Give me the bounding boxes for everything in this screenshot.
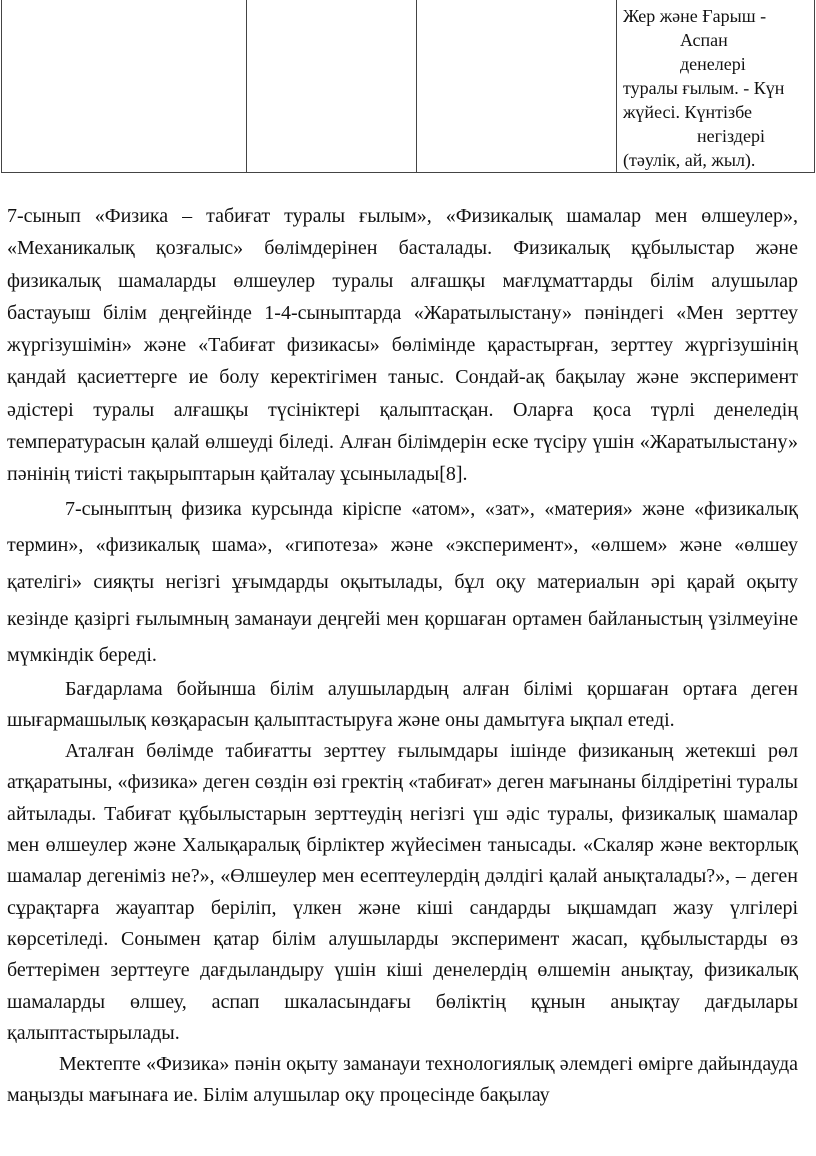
cell-line: жүйесі. Күнтізбе bbox=[623, 102, 753, 122]
cell-line: Жер және Ғарыш - bbox=[623, 6, 767, 26]
paragraph-program: Бағдарлама бойынша білім алушылардың алған білімі қоршаған ортаға деген шығармашылық көзқарасын қалыптастыруға және оны дамытуға ықпал етеді. bbox=[7, 678, 798, 732]
paragraph-intro: 7-сынып «Физика – табиғат туралы ғылым», «Физикалық шамалар мен өлшеулер», «Механикалық қозғалыс» бөлімдерінен басталады. Физикалық құбылыстар және физикалық шамаларды өлшеулер туралы алғашқы мағлұматтарды білім алушылар бастауыш білім деңгейінде 1-4-сыныптарда «Жаратылыстану» пәніндегі «Мен зерттеу жүргізушімін» және «Табиғат физикасы» бөлімінде қарастырған, зерттеу жүргізушінің қандай қасиеттерге ие болу керектігімен таныс. Сондай-ақ бақылау және эксперимент әдістері туралы алғашқы түсініктері қалыптасқан. Оларға қоса түрлі денеледің температурасын қалай өлшеуді біледі. Алған білімдерін еске түсіру үшін «Жаратылыстану» пәнінің тиісті тақырыптарын қайталау ұсынылады[8]. bbox=[7, 205, 798, 486]
cell-line: Аспан bbox=[680, 30, 728, 50]
table-row bbox=[2, 0, 815, 173]
cell-line: (тәулік, ай, жыл). bbox=[623, 150, 756, 170]
curriculum-table bbox=[1, 0, 815, 173]
table-cell-1 bbox=[2, 0, 247, 173]
paragraph-concepts: 7-сыныптың физика курсында кіріспе «атом», «зат», «материя» және «физикалық термин», «физикалық шама», «гипотеза» және «эксперимент», «өлшем» және «өлшеу қателігі» сияқты негізгі ұғымдарды оқытылады, бұл оқу материалын әрі қарай оқыту кезінде қазіргі ғылымның заманауи деңгейі мен қоршаған ортамен байланыстың үзілмеуіне мүмкіндік береді. bbox=[7, 497, 798, 667]
table-cell-2 bbox=[247, 0, 417, 173]
table-cell-topic bbox=[617, 0, 815, 173]
document-body bbox=[7, 200, 798, 1111]
cell-line: денелері bbox=[680, 54, 746, 74]
cell-line: туралы ғылым. - Күн bbox=[623, 78, 785, 98]
paragraph-section: Аталған бөлімде табиғатты зерттеу ғылымдары ішінде физиканың жетекші рөл атқаратыны, «физика» деген сөздін өзі гректің «табиғат» деген мағынаны білдіретіні туралы айтылады. Табиғат құбылыстарын зерттеудің негізгі үш әдіс туралы, физикалық шамалар мен өлшеулер және Халықаралық бірліктер жүйесімен танысады. «Скаляр және векторлық шамалар дегеніміз не?», «Өлшеулер мен есептеулердің дәлдігі қалай анықталады?», – деген сұрақтарға жауаптар беріліп, үлкен және кіші сандарды ықшамдап жазу үлгілері көрсетіледі. Сонымен қатар білім алушыларды эксперимент жасап, құбылыстарды өз беттерімен зерттеуге дағдыландыру үшін кіші денелердің өлшемін анықтау, физикалық шамаларды өлшеу, аспап шкаласындағы бөліктің құнын анықтау дағдылары қалыптастырылады. bbox=[7, 740, 798, 1044]
cell-line: негіздері bbox=[697, 126, 765, 146]
paragraph-school: Мектепте «Физика» пәнін оқыту заманауи технологиялық әлемдегі өмірге дайындауда маңызды мағынаға ие. Білім алушылар оқу процесінде бақылау bbox=[7, 1053, 798, 1107]
table-cell-3 bbox=[417, 0, 617, 173]
